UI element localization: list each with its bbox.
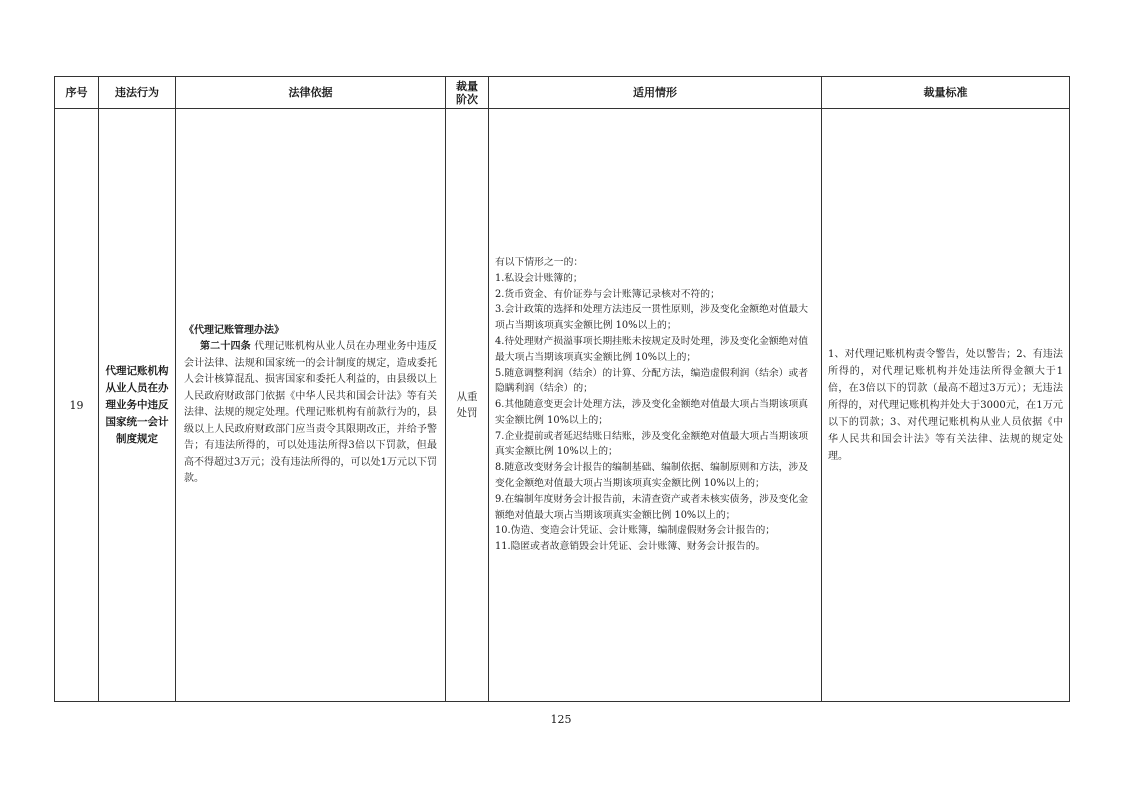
regulation-table (54, 76, 1070, 702)
situation-line: 10.伪造、变造会计凭证、会计账簿，编制虚假财务会计报告的； (495, 525, 776, 537)
header-situation: 适用情形 (489, 77, 822, 109)
header-no: 序号 (55, 77, 99, 109)
situation-line: 1.私设会计账簿的； (495, 272, 583, 284)
table-header-row (55, 77, 1070, 109)
situation-line: 11.隐匿或者故意销毁会计凭证、会计账簿、财务会计报告的。 (495, 541, 766, 553)
situation-line: 6.其他随意变更会计处理方法，涉及变化金额绝对值最大项占当期该项真实金额比例 10%以上的； (495, 399, 809, 426)
situation-line: 有以下情形之一的： (495, 256, 584, 268)
article-text: 代理记账机构从业人员在办理业务中违反会计法律、法规和国家统一的会计制度的规定，造成委托人会计核算混乱、损害国家和委托人利益的，由县级以上人民政府财政部门依据《中华人民共和国会计法》等有关法律、法规的规定处理。代理记账机构有前款行为的，县级以上人民政府财政部门应当责令其限期改正，并给予警告；有违法所得的，可以处违法所得3倍以下罚款，但最高不得超过3万元；没有违法所得的，可以处1万元以下罚款。 (184, 341, 438, 484)
applicable-situations (489, 109, 822, 702)
article-number: 第二十四条 (200, 341, 251, 352)
violation-act: 代理记账机构从业人员在办理业务中违反国家统一会计制度规定 (99, 109, 176, 702)
situation-line: 3.会计政策的选择和处理方法违反一贯性原则，涉及变化金额绝对值最大项占当期该项真实金额比例 10%以上的； (495, 304, 809, 332)
page-number: 125 (550, 713, 572, 726)
row-number: 19 (55, 109, 99, 702)
situation-line: 5.随意调整利润（结余）的计算、分配方法，编造虚假利润（结余）或者隐瞒利润（结余）的； (495, 367, 809, 395)
header-law: 法律依据 (176, 77, 446, 109)
legal-basis (176, 109, 446, 702)
header-standard: 裁量标准 (822, 77, 1070, 109)
header-act: 违法行为 (99, 77, 176, 109)
situation-line: 7.企业提前或者延迟结账日结账，涉及变化金额绝对值最大项占当期该项真实金额比例 10%以上的； (495, 430, 809, 458)
discretion-standard: 1、对代理记账机构责令警告，处以警告；2、有违法所得的，对代理记账机构并处违法所得金额大于1倍，在3倍以下的罚款（最高不超过3万元）；无违法所得的，对代理记账机构并处大于3000元，在1万元以下的罚款；3、对代理记账机构从业人员依据《中华人民共和国会计法》等有关法律、法规的规定处理。 (822, 109, 1070, 702)
discretion-level: 从重 处罚 (446, 109, 489, 702)
article-paragraph (184, 339, 437, 488)
situation-line: 9.在编制年度财务会计报告前，未清查资产或者未核实债务，涉及变化金额绝对值最大项占当期该项真实金额比例 10%以上的； (495, 493, 809, 521)
law-title: 《代理记账管理办法》 (184, 324, 284, 336)
situation-line: 8.随意改变财务会计报告的编制基础、编制依据、编制原则和方法，涉及变化金额绝对值最大项占当期该项真实金额比例 10%以上的； (495, 462, 809, 490)
situation-line: 2.货币资金、有价证券与会计账簿记录核对不符的； (495, 288, 720, 300)
header-level: 裁量 阶次 (446, 77, 489, 109)
table-row (55, 109, 1070, 702)
situation-line: 4.待处理财产损溢事项长期挂账未按规定及时处理，涉及变化金额绝对值最大项占当期该项真实金额比例 10%以上的； (495, 335, 809, 363)
